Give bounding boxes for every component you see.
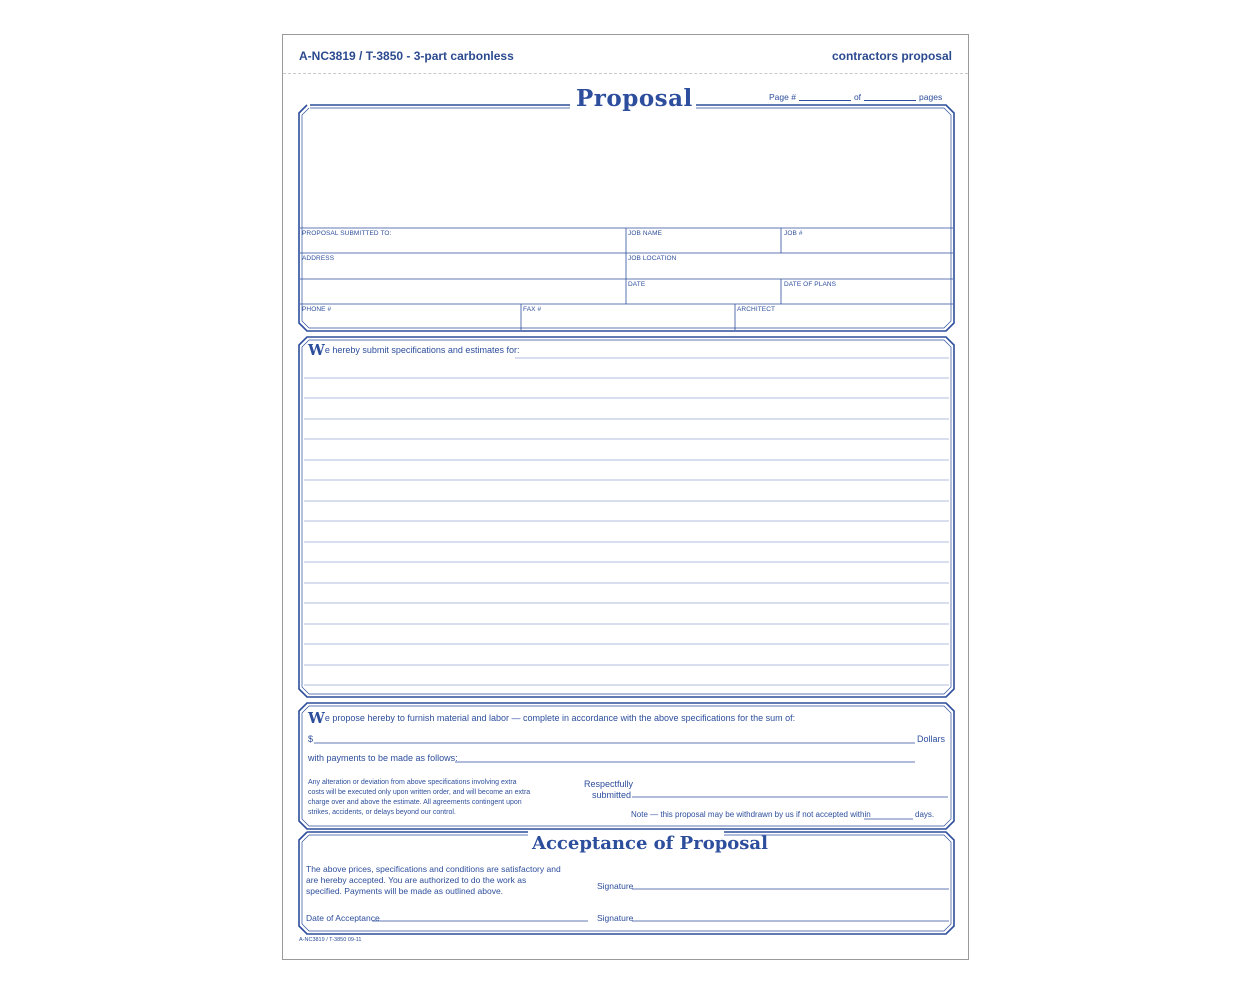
form-footer-code: A-NC3819 / T-3850 09-11 xyxy=(299,937,362,943)
submitted-label: submitted xyxy=(592,790,632,800)
info-grid xyxy=(300,228,953,330)
specifications-text: e hereby submit specifications and estimates for: xyxy=(324,345,520,355)
dollar-sign: $ xyxy=(308,734,314,744)
phone-field[interactable]: PHONE # xyxy=(302,306,332,313)
specifications-frame xyxy=(299,337,954,697)
withdrawal-note: Note — this proposal may be withdrawn by us if not accepted within xyxy=(631,810,871,819)
page-number xyxy=(769,92,942,102)
form-page xyxy=(282,34,969,960)
signature-1-label[interactable]: Signature xyxy=(597,881,634,891)
architect-field[interactable]: ARCHITECT xyxy=(737,306,776,313)
acceptance-text: The above prices, specifications and conditions are satisfactory and are hereby accepted. You are authorized to do the work as specified. Payments will be made as outlined above. xyxy=(306,864,561,896)
acceptance-title: Acceptance of Proposal xyxy=(532,833,768,854)
date-of-plans-field[interactable]: DATE OF PLANS xyxy=(784,281,837,288)
address-field[interactable]: ADDRESS xyxy=(302,255,335,262)
specifications-heading xyxy=(308,341,519,359)
fax-field[interactable]: FAX # xyxy=(523,306,542,313)
terms-initial: W xyxy=(308,709,325,727)
dollars-label: Dollars xyxy=(917,734,946,744)
pages-label: pages xyxy=(919,92,943,102)
date-of-acceptance-label[interactable]: Date of Acceptance xyxy=(306,913,380,923)
job-number-field[interactable]: JOB # xyxy=(784,230,803,237)
info-box-frame xyxy=(299,105,954,331)
of-label: of xyxy=(853,92,862,102)
total-pages-line[interactable] xyxy=(864,100,916,101)
job-name-field[interactable]: JOB NAME xyxy=(628,230,663,237)
days-label: days. xyxy=(915,810,935,819)
terms-text: e propose hereby to furnish material and labor — complete in accordance with the above specifications for the sum of: xyxy=(324,713,796,723)
proposal-title: Proposal xyxy=(573,85,696,112)
specification-lines xyxy=(304,358,949,685)
respectfully-label: Respectfully xyxy=(584,779,634,789)
form-code: A-NC3819 / T-3850 - 3-part carbonless xyxy=(299,49,514,63)
proposal-submitted-to-field[interactable]: PROPOSAL SUBMITTED TO: xyxy=(302,230,392,237)
date-field[interactable]: DATE xyxy=(628,281,646,288)
form-type: contractors proposal xyxy=(831,49,952,63)
specifications-initial: W xyxy=(308,341,325,359)
job-location-field[interactable]: JOB LOCATION xyxy=(628,255,677,262)
payments-label: with payments to be made as follows: xyxy=(308,753,458,763)
signature-2-label[interactable]: Signature xyxy=(597,913,634,923)
page-number-line[interactable] xyxy=(799,100,851,101)
terms-heading xyxy=(308,709,795,727)
terms-disclaimer: Any alteration or deviation from above specifications involving extra costs will be executed only upon written order, and will become an extra charge over and above the estimate. All agreements contingent upon strikes, accidents, or delays beyond our control. xyxy=(308,779,531,816)
form-frames xyxy=(283,35,970,961)
page-label: Page # xyxy=(769,92,796,102)
